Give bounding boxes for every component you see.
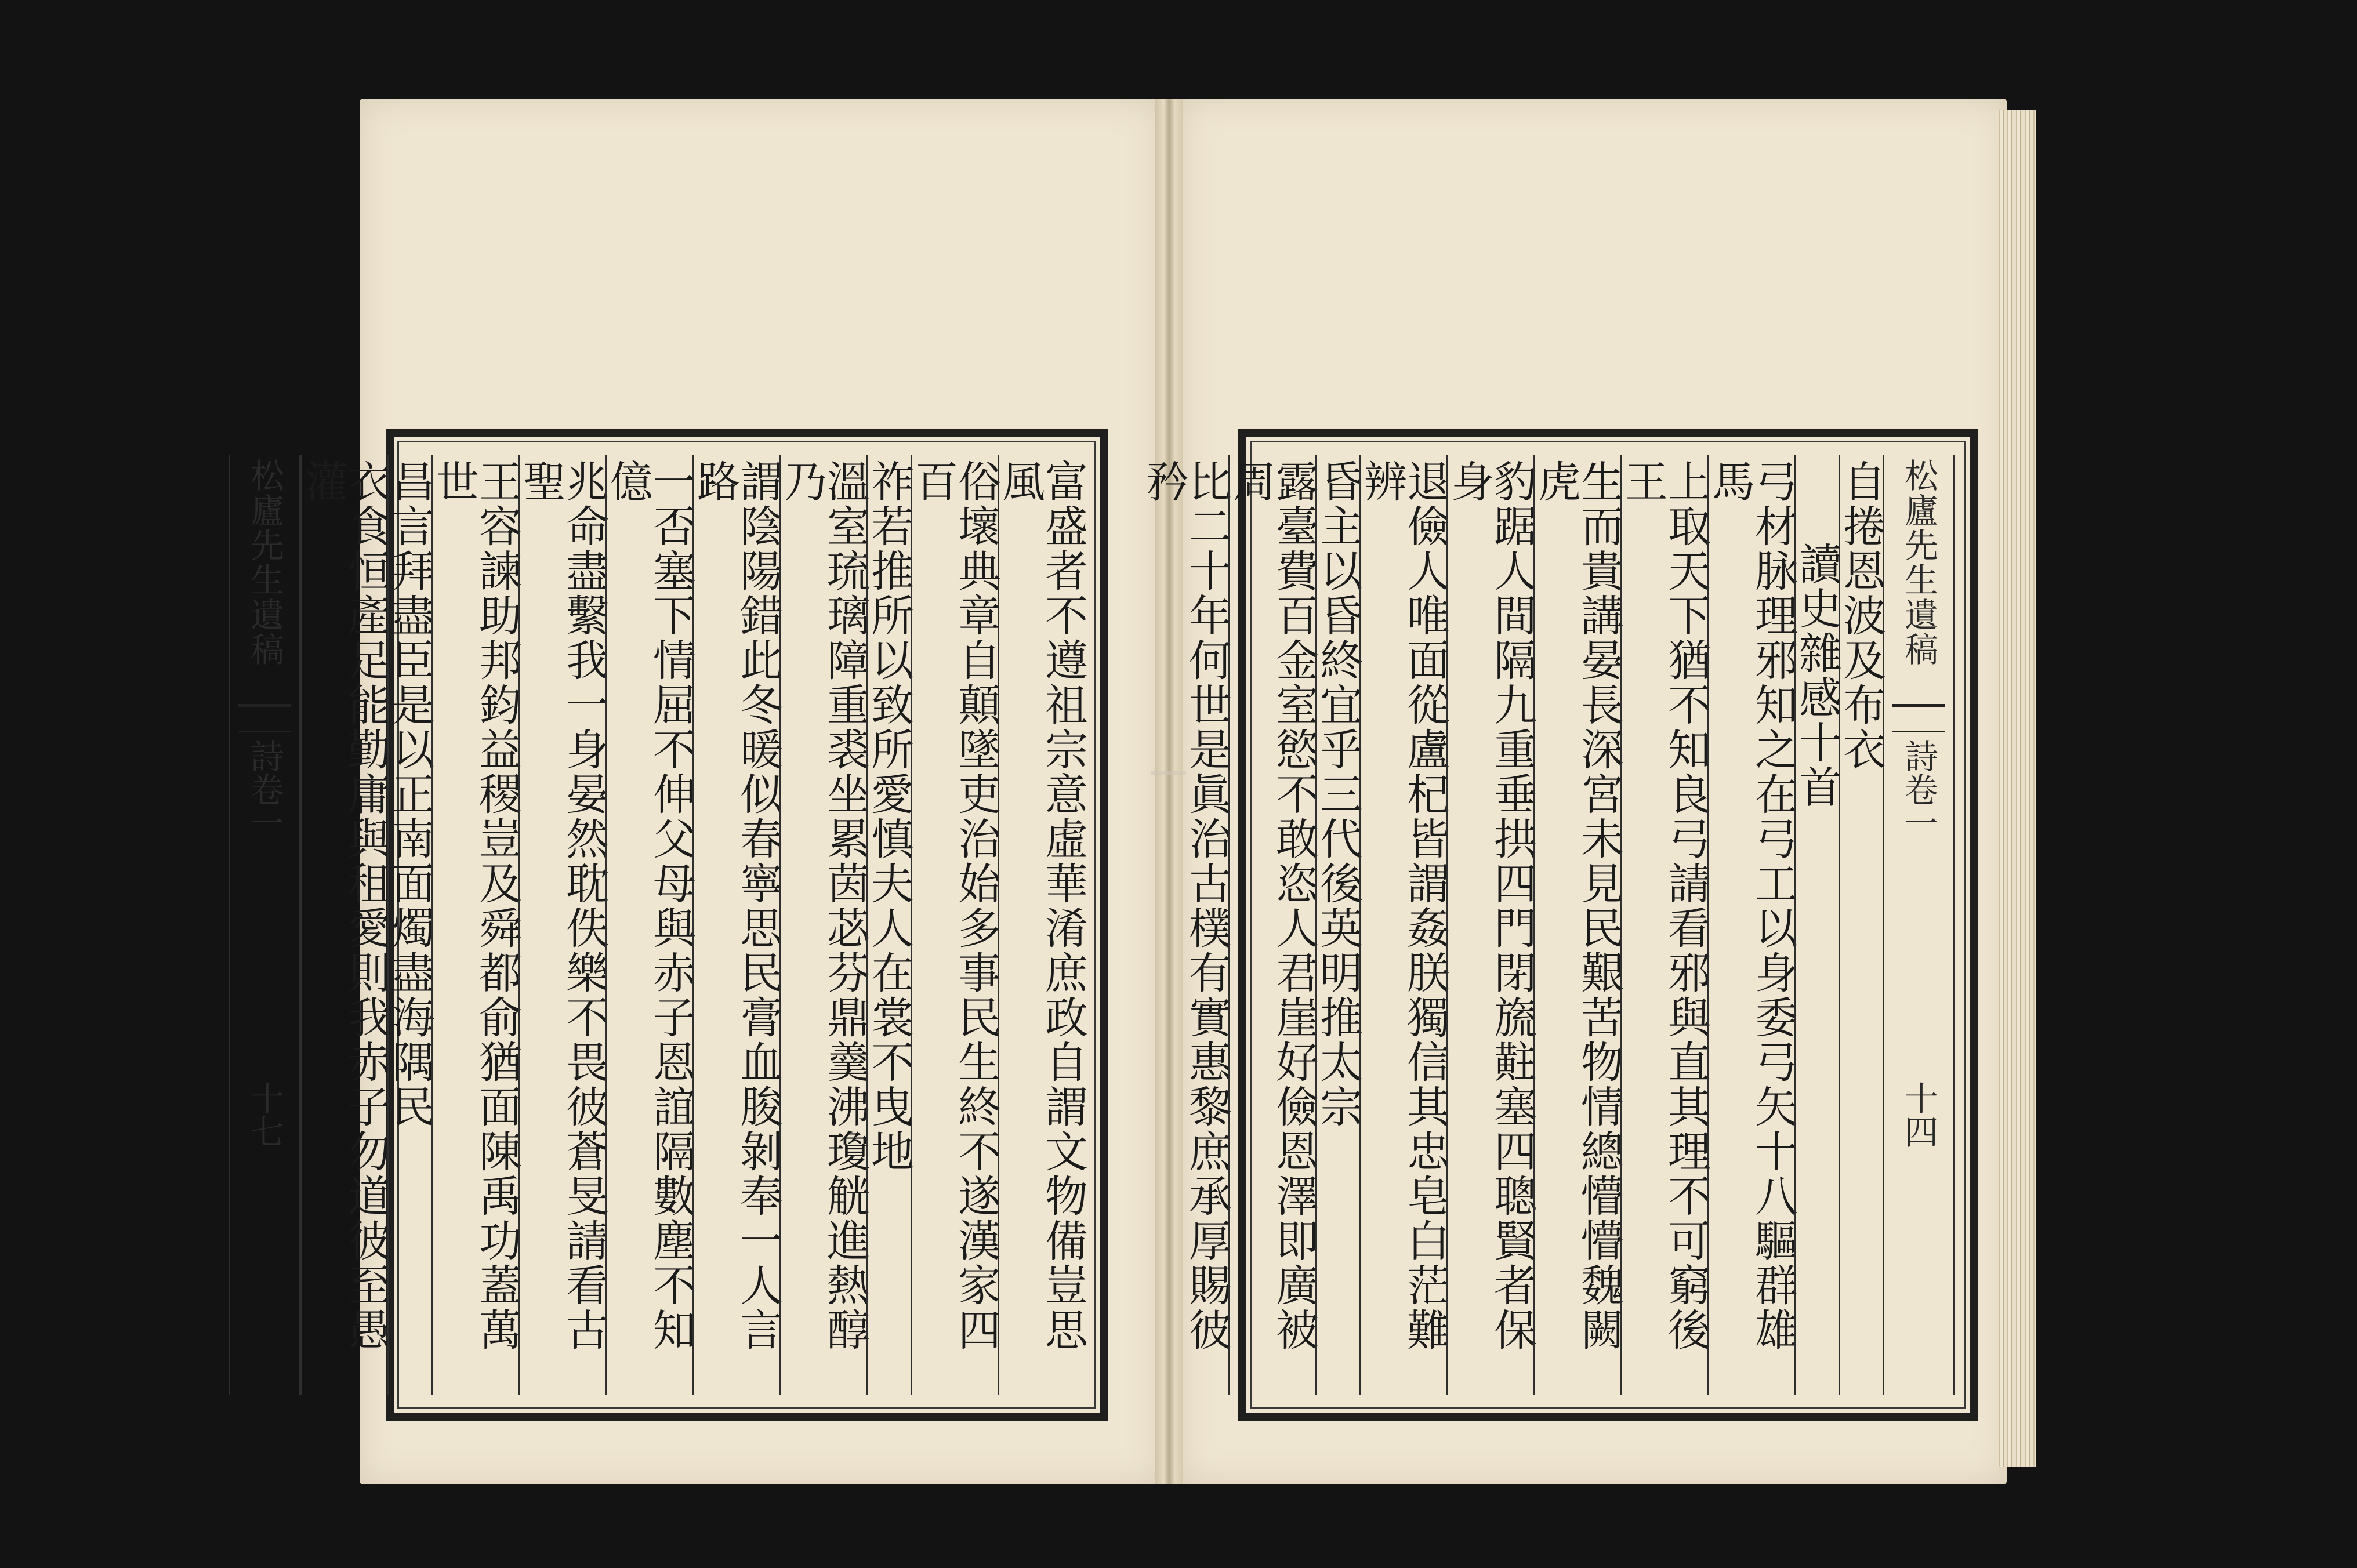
text-column: 富盛者不遵祖宗意虛華淆庶政自謂文物備豈思風 bbox=[998, 455, 1085, 1395]
banxin-page-number: 十四 bbox=[1899, 1081, 1938, 1148]
text-column: 王容諫助邦鈞益稷豈及舜都俞猶面陳禹功蓋萬世 bbox=[431, 455, 518, 1395]
banxin-title: 松廬先生遺稿 bbox=[1899, 458, 1938, 667]
text-column: 衣食恒產足能勤庸與租愛則我赤子勿道彼至愚灌 bbox=[300, 455, 387, 1395]
page-edges bbox=[1995, 110, 2036, 1467]
text-column: 昏主以昏終宜乎三代後英明推太宗 bbox=[1315, 455, 1359, 1395]
text-column: 溫室琉璃障重裘坐累茵苾芬鼎羹沸瓊觥進熱醇乃 bbox=[779, 455, 866, 1395]
fishtail-mark bbox=[238, 704, 291, 732]
text-column: 弓材脉理邪知之在弓工以身委弓矢十八驅群雄馬 bbox=[1707, 455, 1794, 1395]
text-column: 退儉人唯面從盧杞皆謂姦朕獨信其忠皂白茫難辨 bbox=[1359, 455, 1446, 1395]
text-column: 一否塞下情屈不伸父母與赤子恩誼隔數塵不知億 bbox=[605, 455, 692, 1395]
text-column: 比二十年何世是眞治古樸有實惠黎庶承厚賜彼矜 bbox=[1139, 459, 1232, 1352]
text-column: 兆命盡繫我一身晏然耽佚樂不畏彼蒼旻請看古聖 bbox=[518, 455, 605, 1395]
banxin-title: 松廬先生遺稿 bbox=[245, 458, 284, 667]
right-text-frame bbox=[1139, 429, 1978, 1421]
fishtail-mark bbox=[1892, 704, 1945, 732]
text-column: 生而貴講晏長深宮未見民艱苦物情總懵懵魏闕虎 bbox=[1533, 455, 1620, 1395]
banxin-volume: 詩卷一 bbox=[245, 739, 284, 840]
text-column: 自捲恩波及布衣 bbox=[1839, 455, 1883, 1395]
banxin-page-number: 十七 bbox=[245, 1081, 284, 1148]
text-column: 昌言拜盡臣是以正南面燭盡海隅民 bbox=[387, 455, 431, 1395]
right-columns bbox=[1139, 455, 1955, 1395]
right-banxin bbox=[1883, 455, 1955, 1395]
text-column: 露臺費百金室慾不敢恣人君崖好儉恩澤即廣被周 bbox=[1228, 455, 1315, 1395]
left-banxin bbox=[229, 455, 300, 1395]
text-column: 豹踞人間隔九重垂拱四門閉旒黈塞四聰賢者保身 bbox=[1446, 455, 1533, 1395]
text-column: 上取天下猶不知良弓請看邪與直其理不可窮後王 bbox=[1620, 455, 1707, 1395]
text-column: 祚若推所以致所愛慎夫人在裳不曳地 bbox=[866, 455, 911, 1395]
left-text-frame bbox=[245, 429, 1108, 1421]
text-column: 謂陰陽錯此冬暖似春寧思民膏血朘剝奉一人言路 bbox=[692, 455, 779, 1395]
poem-title: 讀史雜感十首 bbox=[1794, 455, 1839, 1395]
left-columns bbox=[245, 455, 1088, 1395]
text-column: 俗壞典章自顛墜吏治始多事民生終不遂漢家四百 bbox=[911, 455, 998, 1395]
banxin-volume: 詩卷一 bbox=[1899, 739, 1938, 840]
